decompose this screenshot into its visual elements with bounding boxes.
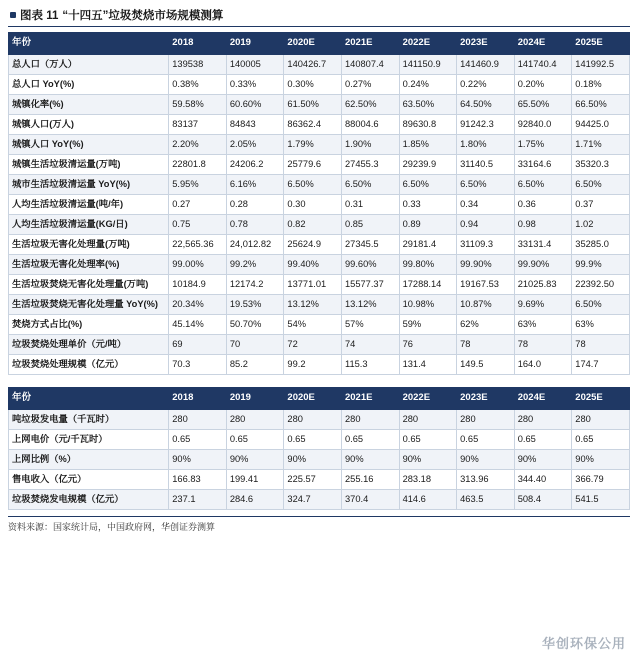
cell: 280 — [457, 410, 515, 430]
cell: 24,012.82 — [226, 235, 284, 255]
cell: 1.75% — [514, 135, 572, 155]
bullet-icon — [10, 12, 16, 18]
cell: 99.90% — [457, 255, 515, 275]
table-row — [9, 450, 630, 470]
cell: 0.36 — [514, 195, 572, 215]
table-row — [9, 75, 630, 95]
row-label: 城市生活垃圾清运量 YoY(%) — [9, 175, 169, 195]
cell: 0.38% — [169, 75, 227, 95]
cell: 59% — [399, 315, 457, 335]
table-row — [9, 235, 630, 255]
cell: 6.16% — [226, 175, 284, 195]
cell: 463.5 — [457, 490, 515, 510]
cell: 22,565.36 — [169, 235, 227, 255]
cell: 33164.6 — [514, 155, 572, 175]
cell: 90% — [572, 450, 630, 470]
cell: 141992.5 — [572, 55, 630, 75]
cell: 99.90% — [514, 255, 572, 275]
cell: 284.6 — [226, 490, 284, 510]
cell: 27345.5 — [341, 235, 399, 255]
watermark: 华创环保公用 — [541, 636, 626, 651]
cell: 0.78 — [226, 215, 284, 235]
cell: 31109.3 — [457, 235, 515, 255]
cell: 174.7 — [572, 355, 630, 375]
table-row — [9, 335, 630, 355]
row-label: 人均生活垃圾清运量(吨/年) — [9, 195, 169, 215]
cell: 35285.0 — [572, 235, 630, 255]
cell: 13.12% — [341, 295, 399, 315]
cell: 12174.2 — [226, 275, 284, 295]
cell: 99.9% — [572, 255, 630, 275]
col-header-2025e: 2025E — [572, 388, 630, 410]
cell: 70 — [226, 335, 284, 355]
cell: 1.02 — [572, 215, 630, 235]
cell: 78 — [514, 335, 572, 355]
cell: 280 — [572, 410, 630, 430]
cell: 366.79 — [572, 470, 630, 490]
row-label: 售电收入（亿元） — [9, 470, 169, 490]
table-divider — [8, 375, 630, 387]
cell: 1.71% — [572, 135, 630, 155]
cell: 86362.4 — [284, 115, 342, 135]
col-header-2023e: 2023E — [457, 388, 515, 410]
row-label: 城镇化率(%) — [9, 95, 169, 115]
cell: 508.4 — [514, 490, 572, 510]
cell: 99.80% — [399, 255, 457, 275]
cell: 91242.3 — [457, 115, 515, 135]
cell: 0.65 — [226, 430, 284, 450]
col-header-year: 年份 — [9, 33, 169, 55]
cell: 35320.3 — [572, 155, 630, 175]
cell: 13.12% — [284, 295, 342, 315]
cell: 90% — [457, 450, 515, 470]
cell: 63% — [514, 315, 572, 335]
cell: 1.90% — [341, 135, 399, 155]
cell: 140426.7 — [284, 55, 342, 75]
cell: 19.53% — [226, 295, 284, 315]
col-header-2024e: 2024E — [514, 388, 572, 410]
row-label: 上网比例（%） — [9, 450, 169, 470]
table-row — [9, 315, 630, 335]
cell: 90% — [341, 450, 399, 470]
cell: 9.69% — [514, 295, 572, 315]
cell: 0.37 — [572, 195, 630, 215]
col-header-2018: 2018 — [169, 33, 227, 55]
cell: 6.50% — [341, 175, 399, 195]
cell: 63.50% — [399, 95, 457, 115]
cell: 25624.9 — [284, 235, 342, 255]
cell: 76 — [399, 335, 457, 355]
cell: 21025.83 — [514, 275, 572, 295]
table-row — [9, 155, 630, 175]
cell: 1.79% — [284, 135, 342, 155]
cell: 164.0 — [514, 355, 572, 375]
cell: 0.30% — [284, 75, 342, 95]
col-header-2021e: 2021E — [341, 33, 399, 55]
cell: 280 — [226, 410, 284, 430]
row-label: 垃圾焚烧处理单价（元/吨） — [9, 335, 169, 355]
row-label: 生活垃圾焚烧无害化处理量(万吨) — [9, 275, 169, 295]
row-label: 焚烧方式占比(%) — [9, 315, 169, 335]
col-header-2020e: 2020E — [284, 33, 342, 55]
cell: 541.5 — [572, 490, 630, 510]
cell: 199.41 — [226, 470, 284, 490]
row-label: 生活垃圾无害化处理量(万吨) — [9, 235, 169, 255]
cell: 27455.3 — [341, 155, 399, 175]
cell: 280 — [284, 410, 342, 430]
col-header-2025e: 2025E — [572, 33, 630, 55]
table-row — [9, 95, 630, 115]
cell: 0.65 — [457, 430, 515, 450]
row-label: 人均生活垃圾清运量(KG/日) — [9, 215, 169, 235]
cell: 280 — [399, 410, 457, 430]
cell: 0.18% — [572, 75, 630, 95]
chart-title-text: “十四五”垃圾焚烧市场规模测算 — [62, 10, 224, 22]
cell: 78 — [572, 335, 630, 355]
row-label: 总人口 YoY(%) — [9, 75, 169, 95]
cell: 6.50% — [514, 175, 572, 195]
cell: 99.2% — [226, 255, 284, 275]
row-label: 垃圾焚烧处理规模（亿元） — [9, 355, 169, 375]
table-row — [9, 470, 630, 490]
cell: 99.00% — [169, 255, 227, 275]
row-label: 生活垃圾无害化处理率(%) — [9, 255, 169, 275]
row-label: 生活垃圾焚烧无害化处理量 YoY(%) — [9, 295, 169, 315]
cell: 19167.53 — [457, 275, 515, 295]
cell: 6.50% — [572, 295, 630, 315]
table-row — [9, 275, 630, 295]
col-header-year: 年份 — [9, 388, 169, 410]
cell: 0.85 — [341, 215, 399, 235]
cell: 20.34% — [169, 295, 227, 315]
cell: 115.3 — [341, 355, 399, 375]
cell: 90% — [284, 450, 342, 470]
cell: 78 — [457, 335, 515, 355]
cell: 90% — [399, 450, 457, 470]
cell: 0.27 — [169, 195, 227, 215]
cell: 13771.01 — [284, 275, 342, 295]
cell: 1.80% — [457, 135, 515, 155]
cell: 2.20% — [169, 135, 227, 155]
cell: 10.87% — [457, 295, 515, 315]
cell: 74 — [341, 335, 399, 355]
cell: 0.22% — [457, 75, 515, 95]
cell: 15577.37 — [341, 275, 399, 295]
cell: 141740.4 — [514, 55, 572, 75]
cell: 85.2 — [226, 355, 284, 375]
cell: 99.60% — [341, 255, 399, 275]
col-header-2022e: 2022E — [399, 388, 457, 410]
col-header-2019: 2019 — [226, 388, 284, 410]
cell: 0.94 — [457, 215, 515, 235]
cell: 0.65 — [572, 430, 630, 450]
cell: 63% — [572, 315, 630, 335]
row-label: 总人口（万人） — [9, 55, 169, 75]
cell: 62% — [457, 315, 515, 335]
cell: 283.18 — [399, 470, 457, 490]
cell: 0.31 — [341, 195, 399, 215]
col-header-2024e: 2024E — [514, 33, 572, 55]
cell: 33131.4 — [514, 235, 572, 255]
cell: 57% — [341, 315, 399, 335]
cell: 24206.2 — [226, 155, 284, 175]
table-row — [9, 55, 630, 75]
cell: 90% — [169, 450, 227, 470]
footer — [8, 516, 630, 533]
cell: 0.30 — [284, 195, 342, 215]
col-header-2018: 2018 — [169, 388, 227, 410]
chart-title — [8, 6, 630, 27]
cell: 237.1 — [169, 490, 227, 510]
col-header-2023e: 2023E — [457, 33, 515, 55]
col-header-2021e: 2021E — [341, 388, 399, 410]
cell: 83137 — [169, 115, 227, 135]
cell: 0.27% — [341, 75, 399, 95]
cell: 64.50% — [457, 95, 515, 115]
market-size-table — [8, 32, 630, 375]
cell: 29181.4 — [399, 235, 457, 255]
cell: 50.70% — [226, 315, 284, 335]
table-row — [9, 135, 630, 155]
cell: 10.98% — [399, 295, 457, 315]
cell: 166.83 — [169, 470, 227, 490]
col-header-2022e: 2022E — [399, 33, 457, 55]
cell: 99.40% — [284, 255, 342, 275]
cell: 22392.50 — [572, 275, 630, 295]
cell: 94425.0 — [572, 115, 630, 135]
cell: 139538 — [169, 55, 227, 75]
table-row — [9, 195, 630, 215]
row-label: 城镇人口 YoY(%) — [9, 135, 169, 155]
row-label: 城镇生活垃圾清运量(万吨) — [9, 155, 169, 175]
col-header-2020e: 2020E — [284, 388, 342, 410]
power-generation-table — [8, 387, 630, 510]
cell: 65.50% — [514, 95, 572, 115]
cell: 140807.4 — [341, 55, 399, 75]
cell: 29239.9 — [399, 155, 457, 175]
cell: 1.85% — [399, 135, 457, 155]
table-row — [9, 175, 630, 195]
cell: 25779.6 — [284, 155, 342, 175]
cell: 72 — [284, 335, 342, 355]
row-label: 吨垃圾发电量（千瓦时） — [9, 410, 169, 430]
table-header-row — [9, 388, 630, 410]
cell: 0.89 — [399, 215, 457, 235]
cell: 131.4 — [399, 355, 457, 375]
cell: 45.14% — [169, 315, 227, 335]
cell: 90% — [226, 450, 284, 470]
cell: 280 — [514, 410, 572, 430]
cell: 0.82 — [284, 215, 342, 235]
cell: 0.34 — [457, 195, 515, 215]
source-note: 资料来源：国家统计局，中国政府网，华创证券测算 — [8, 522, 216, 532]
cell: 6.50% — [284, 175, 342, 195]
cell: 22801.8 — [169, 155, 227, 175]
cell: 6.50% — [572, 175, 630, 195]
cell: 0.33% — [226, 75, 284, 95]
cell: 31140.5 — [457, 155, 515, 175]
row-label: 城镇人口(万人) — [9, 115, 169, 135]
cell: 99.2 — [284, 355, 342, 375]
cell: 0.65 — [169, 430, 227, 450]
cell: 66.50% — [572, 95, 630, 115]
cell: 0.33 — [399, 195, 457, 215]
cell: 54% — [284, 315, 342, 335]
cell: 141150.9 — [399, 55, 457, 75]
cell: 84843 — [226, 115, 284, 135]
cell: 69 — [169, 335, 227, 355]
cell: 0.98 — [514, 215, 572, 235]
cell: 255.16 — [341, 470, 399, 490]
table-row — [9, 430, 630, 450]
cell: 60.60% — [226, 95, 284, 115]
cell: 89630.8 — [399, 115, 457, 135]
table-row — [9, 115, 630, 135]
cell: 92840.0 — [514, 115, 572, 135]
cell: 140005 — [226, 55, 284, 75]
table-row — [9, 490, 630, 510]
chart-number: 图表 11 — [20, 10, 59, 22]
cell: 0.24% — [399, 75, 457, 95]
cell: 17288.14 — [399, 275, 457, 295]
cell: 2.05% — [226, 135, 284, 155]
cell: 324.7 — [284, 490, 342, 510]
table-row — [9, 295, 630, 315]
cell: 280 — [341, 410, 399, 430]
cell: 225.57 — [284, 470, 342, 490]
table-row — [9, 355, 630, 375]
table-row — [9, 215, 630, 235]
cell: 0.28 — [226, 195, 284, 215]
cell: 70.3 — [169, 355, 227, 375]
cell: 5.95% — [169, 175, 227, 195]
row-label: 垃圾焚烧发电规模（亿元） — [9, 490, 169, 510]
cell: 414.6 — [399, 490, 457, 510]
cell: 0.75 — [169, 215, 227, 235]
table-row — [9, 410, 630, 430]
cell: 0.65 — [284, 430, 342, 450]
cell: 10184.9 — [169, 275, 227, 295]
cell: 0.65 — [514, 430, 572, 450]
cell: 280 — [169, 410, 227, 430]
cell: 88004.6 — [341, 115, 399, 135]
cell: 141460.9 — [457, 55, 515, 75]
table-header-row — [9, 33, 630, 55]
cell: 0.20% — [514, 75, 572, 95]
cell: 0.65 — [399, 430, 457, 450]
cell: 90% — [514, 450, 572, 470]
cell: 6.50% — [457, 175, 515, 195]
row-label: 上网电价（元/千瓦时） — [9, 430, 169, 450]
cell: 62.50% — [341, 95, 399, 115]
col-header-2019: 2019 — [226, 33, 284, 55]
cell: 149.5 — [457, 355, 515, 375]
cell: 0.65 — [341, 430, 399, 450]
cell: 313.96 — [457, 470, 515, 490]
table-row — [9, 255, 630, 275]
cell: 61.50% — [284, 95, 342, 115]
cell: 344.40 — [514, 470, 572, 490]
cell: 370.4 — [341, 490, 399, 510]
cell: 59.58% — [169, 95, 227, 115]
cell: 6.50% — [399, 175, 457, 195]
